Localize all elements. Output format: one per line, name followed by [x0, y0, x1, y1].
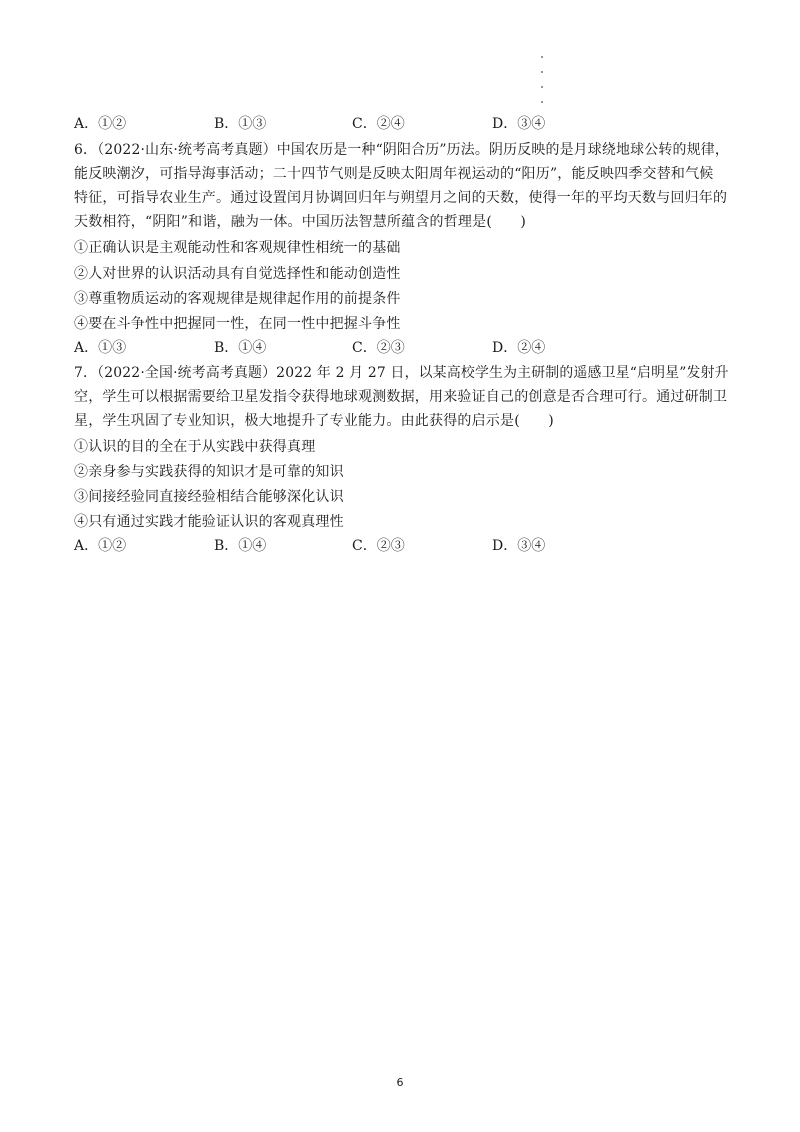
q7-option-a[interactable]: A．①②: [74, 538, 127, 554]
q5-option-a[interactable]: A．①②: [74, 116, 127, 132]
decorative-dots: [541, 56, 549, 116]
page-number: 6: [396, 1076, 404, 1089]
q7-statement-2: ②亲身参与实践获得的知识才是可靠的知识: [74, 464, 344, 480]
q6-statement-2: ②人对世界的认识活动具有自觉选择性和能动创造性: [74, 266, 401, 282]
q6-option-c[interactable]: C．②③: [352, 340, 405, 356]
q6-option-b[interactable]: B．①④: [214, 340, 267, 356]
q6-stem-line-1: 6．（2022·山东·统考高考真题）中国农历是一种“阴阳合历”历法。阴历反映的是月球绕地球公转的规律，: [74, 142, 729, 158]
q7-stem-line-1: 7．（2022·全国·统考高考真题）2022 年 2 月 27 日，以某高校学生为主研制的遥感卫星“启明星”发射升: [74, 365, 729, 381]
q7-statement-1: ①认识的目的全在于从实践中获得真理: [74, 439, 316, 455]
q6-stem-line-2: 能反映潮汐，可指导海事活动；二十四节气则是反映太阳周年视运动的“阳历”，能反映四季交替和气候: [74, 166, 714, 182]
q7-option-b[interactable]: B．①④: [214, 538, 267, 554]
q6-statement-1: ①正确认识是主观能动性和客观规律性相统一的基础: [74, 240, 401, 256]
q5-option-b[interactable]: B．①③: [214, 116, 267, 132]
q6-option-a[interactable]: A．①③: [74, 340, 127, 356]
q7-stem-line-2: 空，学生可以根据需要给卫星发指令获得地球观测数据，用来验证自己的创意是否合理可行。通过研制卫: [74, 389, 728, 405]
q6-stem-line-4: 天数相符，“阴阳”和谐，融为一体。中国历法智慧所蕴含的哲理是( ): [74, 214, 527, 230]
q6-statement-3: ③尊重物质运动的客观规律是规律起作用的前提条件: [74, 291, 401, 307]
q7-stem-line-3: 星，学生巩固了专业知识，极大地提升了专业能力。由此获得的启示是( ): [74, 413, 554, 429]
q5-option-d[interactable]: D．③④: [492, 116, 546, 132]
q6-statement-4: ④要在斗争性中把握同一性，在同一性中把握斗争性: [74, 316, 401, 332]
q7-statement-3: ③间接经验同直接经验相结合能够深化认识: [74, 489, 344, 505]
q7-statement-4: ④只有通过实践才能验证认识的客观真理性: [74, 514, 344, 530]
q7-option-d[interactable]: D．③④: [492, 538, 546, 554]
q6-option-d[interactable]: D．②④: [492, 340, 546, 356]
q6-stem-line-3: 特征，可指导农业生产。通过设置闰月协调回归年与朔望月之间的天数，使得一年的平均天数与回归年的: [74, 190, 728, 206]
q5-option-c[interactable]: C．②④: [352, 116, 405, 132]
q7-option-c[interactable]: C．②③: [352, 538, 405, 554]
